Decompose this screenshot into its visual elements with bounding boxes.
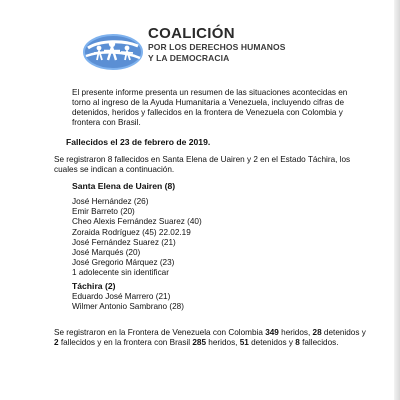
footer-text: detenidos y (248, 338, 296, 347)
list-item: Zoraida Rodríguez (45) 22.02.19 (72, 227, 191, 237)
intro-paragraph: El presente informe presenta un resumen de las situaciones acontecidas en torno al ingreso de la Ayuda Humanitaria a Venezuela, incluyendo cifras de detenidos, heridos y fallecidos en la frontera de Venezuela con Colombia y frontera con Brasil. (72, 88, 348, 127)
brasil-heridos: 285 (192, 338, 207, 347)
org-name-line1: COALICIÓN (148, 25, 235, 42)
footer-text: fallecidos y en la frontera con Brasil (58, 338, 193, 347)
page-edge-shadow (394, 0, 400, 400)
list-item: José Fernández Suarez (21) (72, 237, 176, 247)
org-name-line2: POR LOS DERECHOS HUMANOS (148, 42, 286, 52)
list-item: Wilmer Antonio Sambrano (28) (72, 302, 184, 312)
document-header (82, 26, 342, 76)
brasil-fallecidos: 8 (295, 338, 300, 347)
brasil-detenidos: 51 (239, 338, 249, 347)
tachira-list (72, 292, 184, 312)
coalition-logo (82, 32, 144, 72)
list-item: Cheo Alexis Fernández Suarez (40) (72, 217, 202, 227)
list-item: Eduardo José Marrero (21) (72, 292, 171, 301)
list-item: 1 adolecente sin identificar (72, 268, 169, 278)
footer-paragraph (54, 328, 366, 348)
list-item: José Gregorio Márquez (23) (72, 258, 175, 268)
colombia-fallecidos: 2 (54, 338, 59, 347)
tachira-heading: Táchira (2) (72, 281, 116, 291)
footer-text: fallecidos. (299, 338, 339, 347)
footer-text: heridos, (206, 338, 240, 347)
colombia-detenidos: 28 (312, 328, 322, 337)
footer-text: Se registraron en la Frontera de Venezuela con Colombia (54, 328, 266, 337)
summary-paragraph: Se registraron 8 fallecidos en Santa Elena de Uairen y 2 en el Estado Táchira, los cuales se indican a continuación. (54, 155, 351, 174)
list-item: José Marqués (20) (72, 248, 141, 258)
santa-elena-heading: Santa Elena de Uairen (8) (72, 181, 176, 191)
fallecidos-heading: Fallecidos el 23 de febrero de 2019. (66, 137, 211, 147)
org-name-line3: Y LA DEMOCRACIA (148, 52, 230, 63)
santa-elena-list (72, 197, 202, 279)
organization-name (148, 26, 285, 63)
colombia-heridos: 349 (265, 328, 279, 337)
footer-text: heridos, (278, 328, 313, 337)
footer-text: detenidos y (321, 328, 366, 337)
list-item: Emir Barreto (20) (72, 207, 135, 217)
list-item: José Hernández (26) (72, 197, 149, 206)
